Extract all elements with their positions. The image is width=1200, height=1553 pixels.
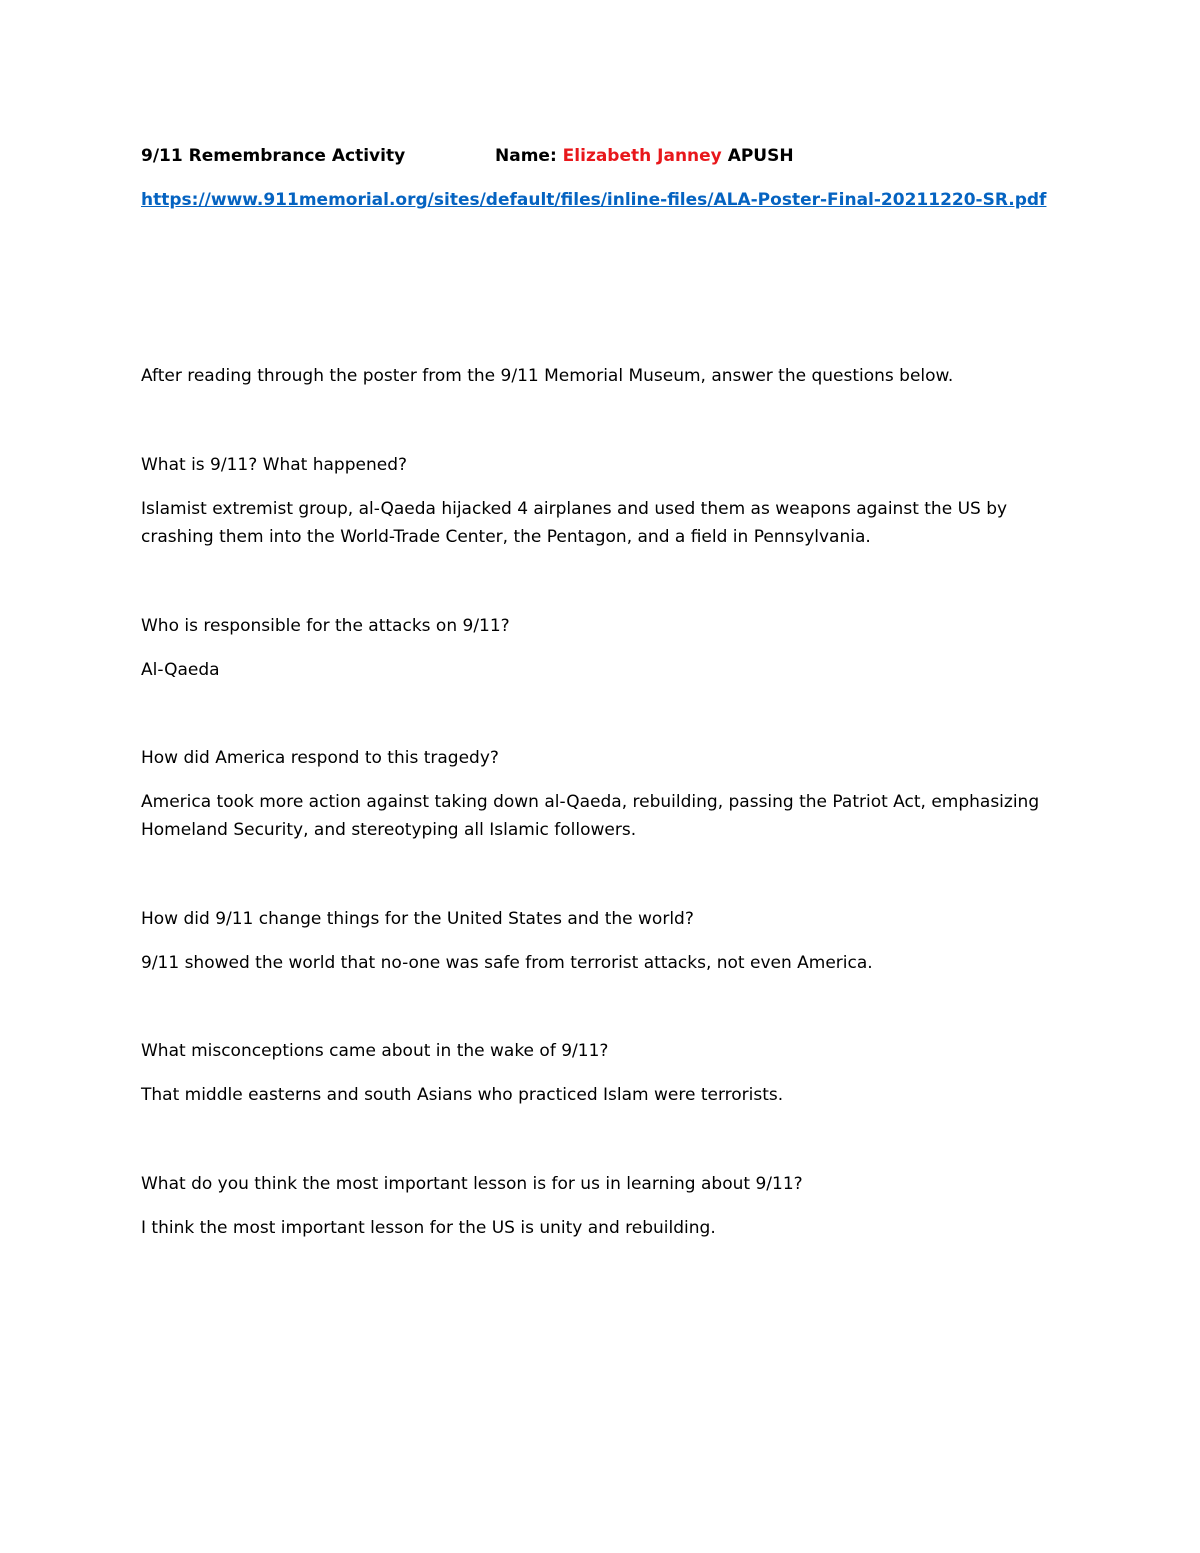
name-label: Name: [495,146,557,166]
question-3: How did America respond to this tragedy? [141,748,499,768]
question-5: What misconceptions came about in the wake of 9/11? [141,1041,609,1061]
question-6: What do you think the most important lesson is for us in learning about 9/11? [141,1174,803,1194]
answer-5: That middle easterns and south Asians who practiced Islam were terrorists. [141,1085,784,1105]
answer-4: 9/11 showed the world that no-one was safe from terrorist attacks, not even America. [141,953,873,973]
student-name: Elizabeth Janney [562,146,722,166]
activity-title: 9/11 Remembrance Activity [141,146,406,166]
answer-1: Islamist extremist group, al-Qaeda hijacked 4 airplanes and used them as weapons against the US by crashing them into the World-Trade Center, the Pentagon, and a field in Pennsylvania. [141,499,1008,547]
question-1: What is 9/11? What happened? [141,455,408,475]
poster-link[interactable]: https://www.911memorial.org/sites/default/files/inline-files/ALA-Poster-Final-20211220-SR.pdf [141,190,1047,210]
question-2: Who is responsible for the attacks on 9/11? [141,616,510,636]
course-name: APUSH [727,146,794,166]
instructions-text: After reading through the poster from the 9/11 Memorial Museum, answer the questions below. [141,366,954,386]
answer-6: I think the most important lesson for the US is unity and rebuilding. [141,1218,716,1238]
document-header [141,142,794,170]
answer-3: America took more action against taking down al-Qaeda, rebuilding, passing the Patriot Act, emphasizing Homeland Security, and stereotyping all Islamic followers. [141,792,1040,840]
question-4: How did 9/11 change things for the United States and the world? [141,909,694,929]
answer-2: Al-Qaeda [141,660,220,680]
